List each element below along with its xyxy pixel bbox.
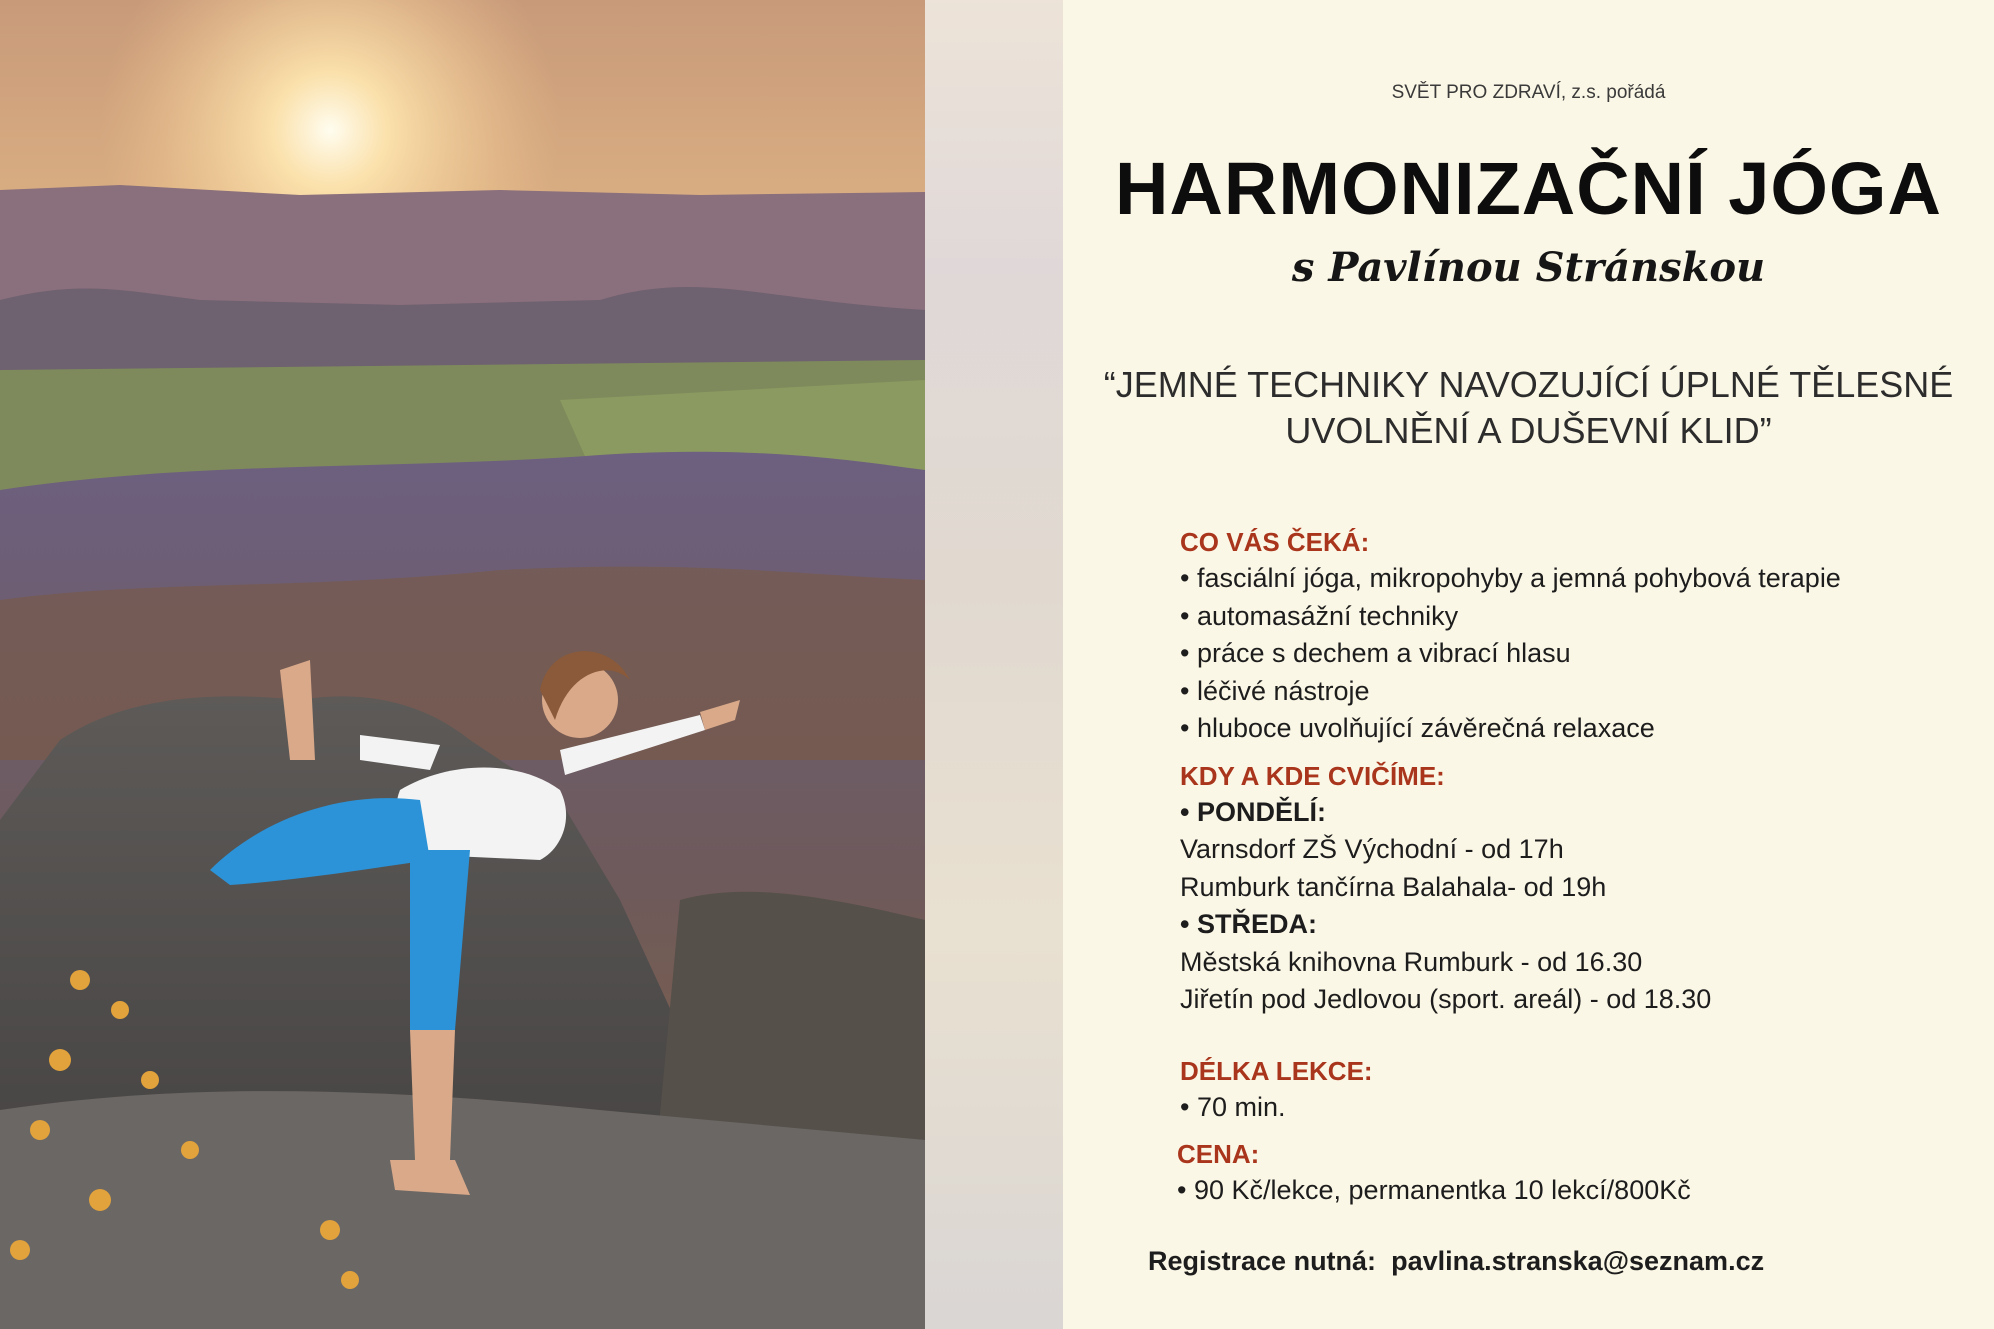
event-details (1177, 524, 1960, 1210)
info-panel (1063, 0, 1994, 1329)
list-item: • hluboce uvolňující závěrečná relaxace (1180, 713, 1655, 743)
schedule-item: Jiřetín pod Jedlovou (sport. areál) - od 18.30 (1180, 984, 1712, 1014)
price-value: • 90 Kč/lekce, permanentka 10 lekcí/800Kč (1177, 1175, 1691, 1205)
registration-label: Registrace nutná: (1148, 1246, 1377, 1276)
registration-email[interactable]: pavlina.stranska@seznam.cz (1391, 1246, 1765, 1276)
quote-line-1: “JEMNÉ TECHNIKY NAVOZUJÍCÍ ÚPLNÉ TĚLESNÉ (1103, 364, 1954, 405)
photo-fade-strip (925, 0, 1063, 1329)
event-subtitle: s Pavlínou Stránskou (1291, 244, 1766, 291)
list-item: • fasciální jóga, mikropohyby a jemná pohybová terapie (1180, 563, 1841, 593)
tagline-quote (1103, 362, 1954, 454)
when-heading: KDY A KDE CVIČÍME: (1180, 760, 1445, 791)
list-item: • práce s dechem a vibrací hlasu (1180, 638, 1571, 668)
length-value: • 70 min. (1180, 1091, 1286, 1122)
registration (1148, 1246, 1764, 1277)
wednesday-label: • STŘEDA: (1180, 909, 1317, 939)
what-heading: CO VÁS ČEKÁ: (1180, 527, 1370, 557)
monday-label: • PONDĚLÍ: (1180, 796, 1326, 827)
yoga-photo (0, 0, 925, 1329)
list-item: • automasážní techniky (1180, 600, 1459, 631)
schedule-item: Městská knihovna Rumburk - od 16.30 (1180, 946, 1643, 977)
schedule-item: Rumburk tančírna Balahala- od 19h (1180, 871, 1607, 902)
schedule-item: Varnsdorf ZŠ Východní - od 17h (1180, 834, 1564, 864)
organizer-text: SVĚT PRO ZDRAVÍ, z.s. pořádá (1391, 82, 1666, 103)
price-heading: CENA: (1177, 1139, 1260, 1169)
length-heading: DÉLKA LEKCE: (1180, 1055, 1373, 1086)
quote-line-2: UVOLNĚNÍ A DUŠEVNÍ KLID” (1285, 410, 1772, 451)
list-item: • léčivé nástroje (1180, 675, 1370, 706)
event-title: HARMONIZAČNÍ JÓGA (1115, 147, 1942, 230)
